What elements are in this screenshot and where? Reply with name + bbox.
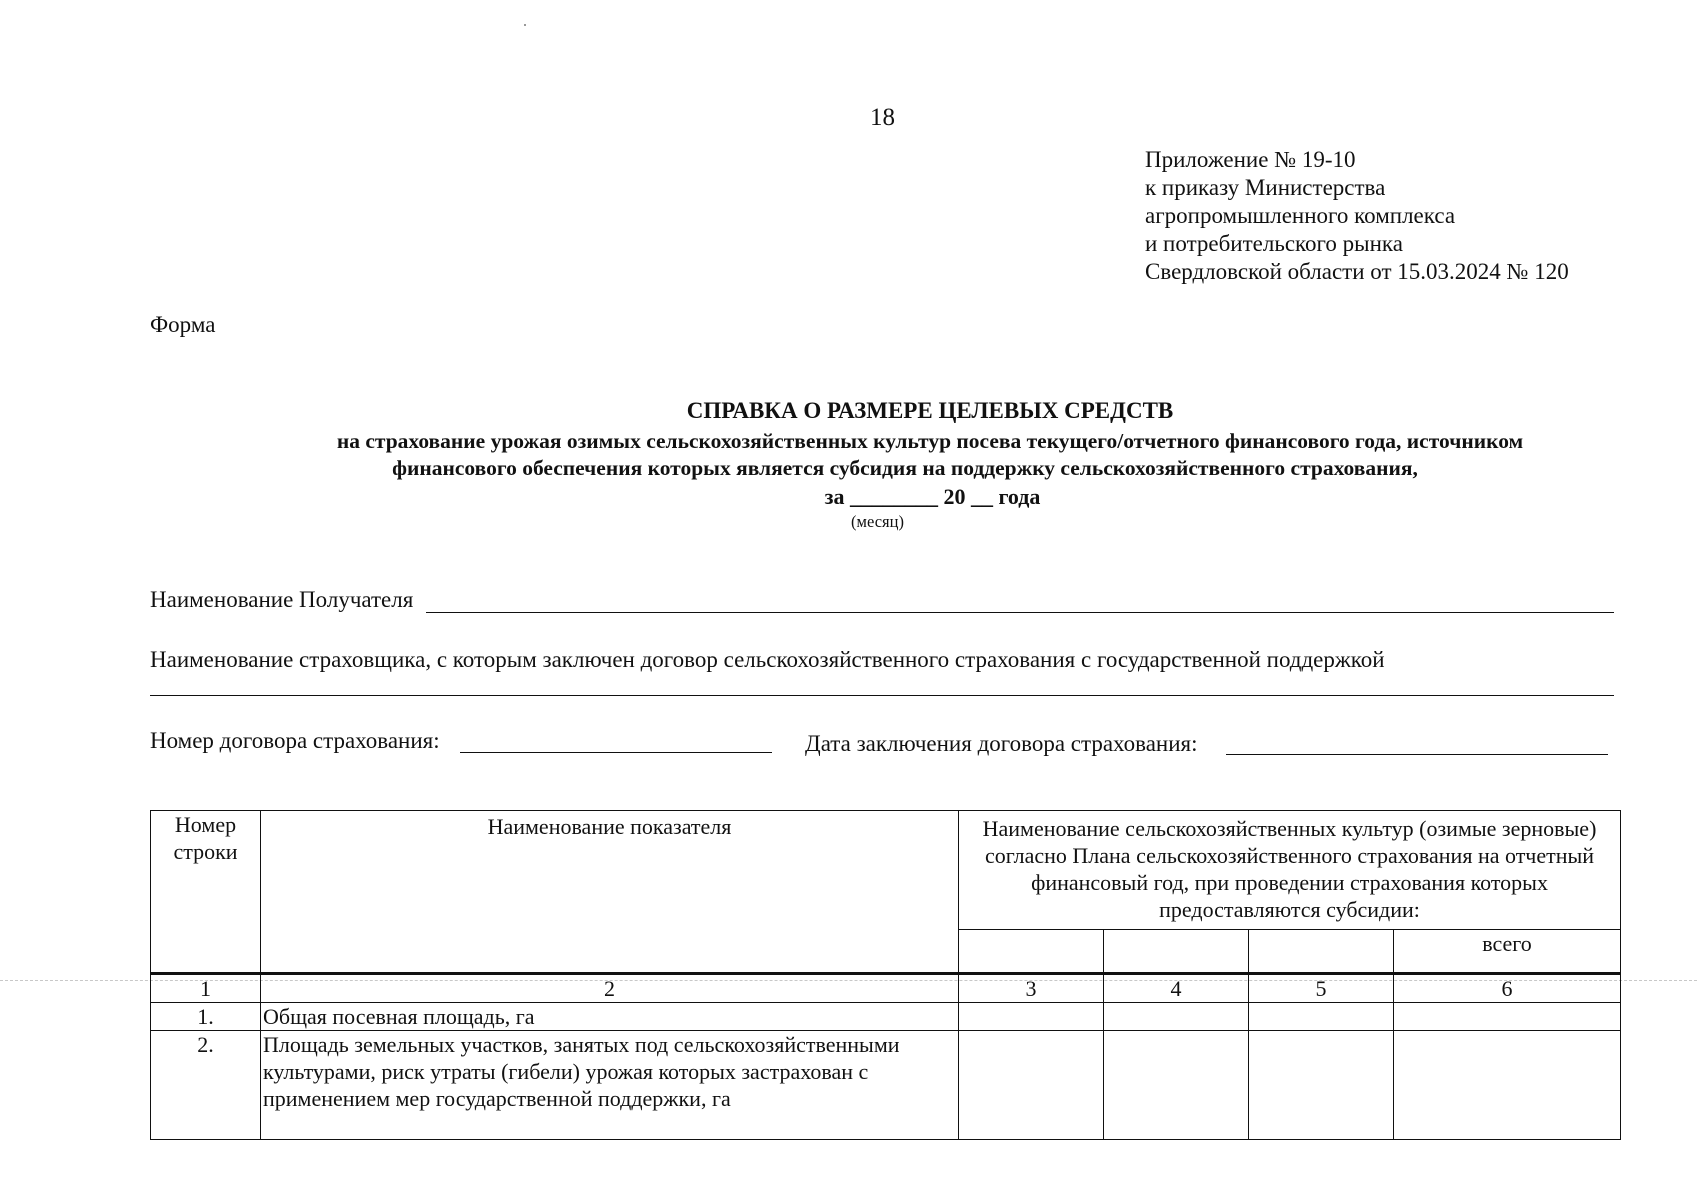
contract-number-field[interactable] [460, 752, 772, 753]
page-number: 18 [870, 104, 895, 131]
value-cell[interactable] [1249, 1003, 1394, 1031]
column-number: 2 [261, 974, 959, 1003]
header-crop-cell[interactable] [1249, 930, 1394, 974]
row-indicator-name: Общая посевная площадь, га [261, 1003, 959, 1031]
appendix-line: агропромышленного комплекса [1145, 203, 1456, 228]
table-row [151, 1031, 1621, 1140]
report-period-hint: (месяц) [851, 512, 904, 531]
column-number: 6 [1394, 974, 1621, 1003]
row-number: 1. [151, 1003, 261, 1031]
contract-date-field[interactable] [1226, 754, 1608, 755]
appendix-line: к приказу Министерства [1145, 175, 1386, 200]
column-number: 4 [1104, 974, 1249, 1003]
insurer-name-field[interactable] [150, 695, 1614, 696]
header-crop-cell[interactable] [959, 930, 1104, 974]
value-cell[interactable] [959, 1031, 1104, 1140]
value-cell-total[interactable] [1394, 1003, 1621, 1031]
row-indicator-name: Площадь земельных участков, занятых под сельскохозяйственными культурами, риск утраты (гибели) урожая которых застрахован с применением мер государственной поддержки, га [261, 1031, 959, 1140]
scan-speck [524, 24, 526, 26]
document-subtitle-line-2: финансового обеспечения которых является субсидия на поддержку сельскохозяйственного страхования, [392, 456, 1418, 480]
appendix-line: Свердловской области от 15.03.2024 № 120 [1145, 259, 1569, 284]
document-title: СПРАВКА О РАЗМЕРЕ ЦЕЛЕВЫХ СРЕДСТВ [686, 398, 1174, 423]
value-cell[interactable] [1249, 1031, 1394, 1140]
recipient-label: Наименование Получателя [150, 587, 414, 612]
header-crops: Наименование сельскохозяйственных культур (озимые зерновые) согласно Плана сельскохозяйственного страхования на отчетный финансовый год, при проведении страхования которых предоставляются субсидии: [959, 811, 1621, 930]
value-cell[interactable] [959, 1003, 1104, 1031]
value-cell[interactable] [1104, 1003, 1249, 1031]
form-label: Форма [150, 312, 216, 337]
appendix-block [1145, 146, 1569, 286]
report-period-line: за ________ 20 __ года [824, 484, 1041, 509]
header-crop-cell[interactable] [1104, 930, 1249, 974]
document-subtitle-line-1: на страхование урожая озимых сельскохозяйственных культур посева текущего/отчетного финансового года, источником [336, 429, 1524, 453]
value-cell[interactable] [1104, 1031, 1249, 1140]
column-number: 1 [151, 974, 261, 1003]
column-number: 5 [1249, 974, 1394, 1003]
insurer-label: Наименование страховщика, с которым заключен договор сельскохозяйственного страхования с государственной поддержкой [150, 647, 1385, 672]
column-number: 3 [959, 974, 1104, 1003]
value-cell-total[interactable] [1394, 1031, 1621, 1140]
header-indicator: Наименование показателя [261, 811, 959, 974]
contract-date-label: Дата заключения договора страхования: [805, 731, 1198, 756]
indicators-table [150, 810, 1621, 1140]
appendix-line: Приложение № 19-10 [1145, 147, 1356, 172]
appendix-line: и потребительского рынка [1145, 231, 1403, 256]
recipient-name-field[interactable] [426, 612, 1614, 613]
header-total: всего [1394, 930, 1621, 974]
table-row [151, 1003, 1621, 1031]
contract-number-label: Номер договора страхования: [150, 728, 440, 753]
header-row-number: Номер строки [151, 811, 261, 974]
row-number: 2. [151, 1031, 261, 1140]
